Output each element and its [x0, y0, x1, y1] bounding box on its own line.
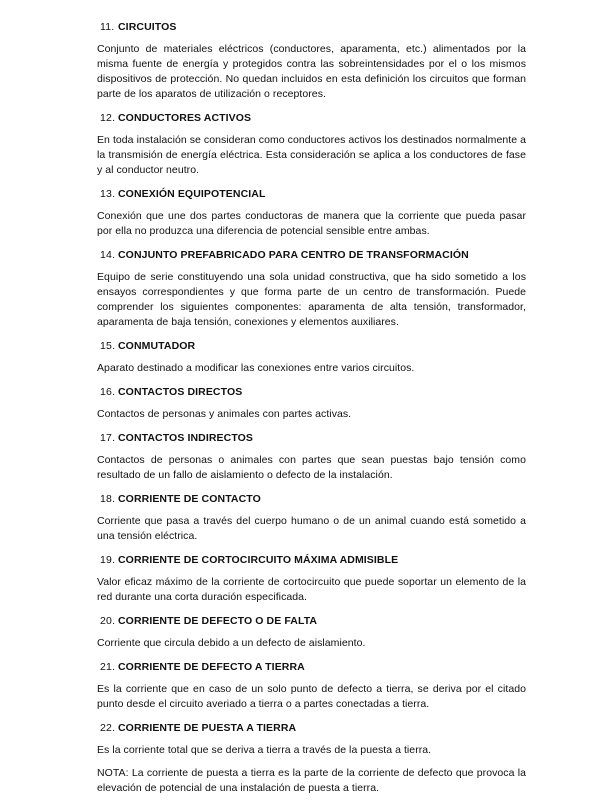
definition-section [97, 111, 526, 178]
definition-section [97, 339, 526, 376]
section-paragraph: Equipo de serie constituyendo una sola unidad constructiva, que ha sido sometido a los ensayos correspondientes y que forma parte de un centro de transformación. Puede comprender los siguientes componentes: aparamenta de alta tensión, transformador, aparamenta de baja tensión, conexiones y elementos auxiliares. [97, 271, 526, 328]
section-heading [97, 20, 526, 35]
section-paragraph: Valor eficaz máximo de la corriente de cortocircuito que puede soportar un elemento de la red durante una corta duración especificada. [97, 576, 526, 603]
section-title: CONTACTOS DIRECTOS [118, 386, 243, 398]
section-heading [97, 431, 526, 446]
section-number: 22. [100, 722, 116, 734]
definition-section [97, 431, 526, 483]
definition-section [97, 385, 526, 422]
section-paragraph: Aparato destinado a modificar las conexiones entre varios circuitos. [97, 362, 415, 374]
definition-section [97, 492, 526, 544]
section-paragraph: Contactos de personas y animales con partes activas. [97, 408, 352, 420]
section-paragraph: En toda instalación se consideran como conductores activos los destinados normalmente a la transmisión de energía eléctrica. Esta consideración se aplica a los conductores de fase y al conductor neutro. [97, 134, 526, 176]
section-title: CORRIENTE DE PUESTA A TIERRA [118, 722, 297, 734]
section-paragraph: Conjunto de materiales eléctricos (conductores, aparamenta, etc.) alimentados por la misma fuente de energía y protegidos contra las sobreintensidades por el o los mismos dispositivos de protección. No quedan incluidos en esta definición los circuitos que forman parte de los aparatos de utilización o receptores. [97, 43, 526, 100]
section-title: CORRIENTE DE CONTACTO [118, 493, 261, 505]
definition-section [97, 248, 526, 330]
section-paragraph: NOTA: La corriente de puesta a tierra es la parte de la corriente de defecto que provoca la elevación de potencial de una instalación de puesta a tierra. [97, 767, 526, 794]
section-title: CONTACTOS INDIRECTOS [118, 432, 254, 444]
section-heading [97, 492, 526, 507]
section-title: CONJUNTO PREFABRICADO PARA CENTRO DE TRANSFORMACIÓN [118, 249, 469, 261]
definitions-list [97, 20, 526, 796]
section-number: 15. [100, 340, 116, 352]
section-title: CONEXIÓN EQUIPOTENCIAL [118, 188, 266, 200]
definition-section [97, 187, 526, 239]
section-number: 16. [100, 386, 116, 398]
section-heading [97, 660, 526, 675]
section-paragraph: Contactos de personas o animales con partes que sean puestas bajo tensión como resultado de un fallo de aislamiento o defecto de la instalación. [97, 454, 526, 481]
section-number: 14. [100, 249, 116, 261]
definition-section [97, 660, 526, 712]
section-number: 20. [100, 615, 116, 627]
definition-section [97, 553, 526, 605]
section-title: CIRCUITOS [118, 21, 177, 33]
section-paragraph: Conexión que une dos partes conductoras de manera que la corriente que pueda pasar por ella no produzca una diferencia de potencial sensible entre ambas. [97, 210, 526, 237]
section-number: 21. [100, 661, 116, 673]
section-heading [97, 614, 526, 629]
section-paragraph: Corriente que circula debido a un defecto de aislamiento. [97, 637, 366, 649]
section-heading [97, 248, 526, 263]
section-heading [97, 721, 526, 736]
section-number: 13. [100, 188, 116, 200]
section-number: 17. [100, 432, 116, 444]
section-number: 19. [100, 554, 116, 566]
section-title: CORRIENTE DE DEFECTO A TIERRA [118, 661, 305, 673]
section-heading [97, 553, 526, 568]
section-number: 11. [100, 21, 115, 33]
definition-section [97, 614, 526, 651]
section-number: 18. [100, 493, 116, 505]
section-heading [97, 187, 526, 202]
definition-section [97, 721, 526, 796]
section-title: CONDUCTORES ACTIVOS [118, 112, 252, 124]
section-number: 12. [100, 112, 116, 124]
section-heading [97, 111, 526, 126]
section-title: CONMUTADOR [118, 340, 196, 352]
section-paragraph: Es la corriente total que se deriva a tierra a través de la puesta a tierra. [97, 744, 432, 756]
section-title: CORRIENTE DE CORTOCIRCUITO MÁXIMA ADMISIBLE [118, 554, 399, 566]
section-heading [97, 385, 526, 400]
section-paragraph: Es la corriente que en caso de un solo punto de defecto a tierra, se deriva por el citado punto desde el circuito averiado a tierra o a partes conectadas a tierra. [97, 683, 526, 710]
section-paragraph: Corriente que pasa a través del cuerpo humano o de un animal cuando está sometido a una tensión eléctrica. [97, 515, 526, 542]
definition-section [97, 20, 526, 102]
section-heading [97, 339, 526, 354]
section-title: CORRIENTE DE DEFECTO O DE FALTA [118, 615, 318, 627]
